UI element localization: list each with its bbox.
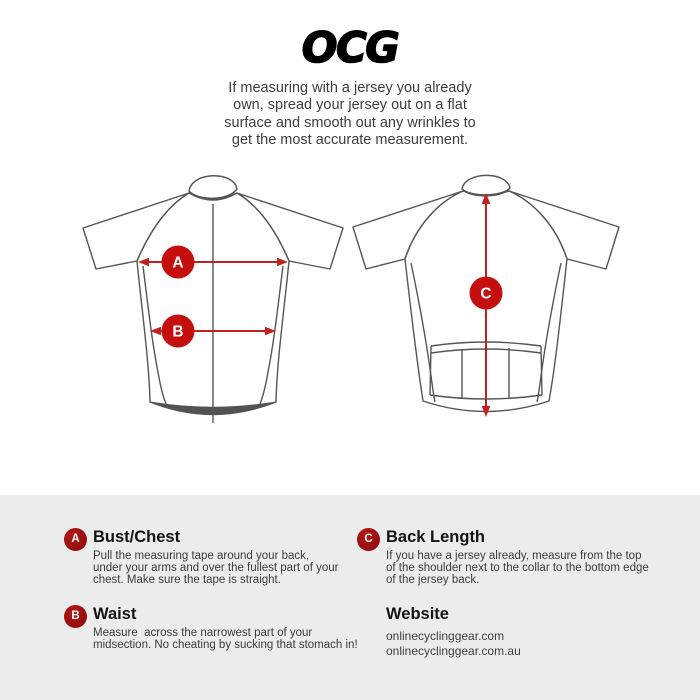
back-collar [462,175,510,195]
legend-item-bust-chest [64,527,354,586]
website-urls: onlinecyclinggear.com onlinecyclinggear.com.au [386,629,521,658]
legend-title-back-length: Back Length [386,528,486,546]
pocket-right-edge [541,346,542,395]
marker-b [162,315,195,348]
intro-text: If measuring with a jersey you already own, spread your jersey out on a flat surface and smooth out any wrinkles to get the most accurate measurement. [224,80,476,148]
legend-item-waist [64,604,358,652]
legend-badge-b [64,605,87,628]
legend-badge-a-letter: A [71,532,80,545]
legend-badge-a [64,528,87,551]
marker-c-letter: C [480,285,492,303]
legend-title-bust-chest: Bust/Chest [93,528,181,546]
marker-b-letter: B [172,323,184,341]
marker-a-letter: A [172,254,184,272]
legend-badge-b-letter: B [71,610,80,623]
front-jersey [83,176,343,423]
legend-title-waist: Waist [93,605,137,624]
ocg-logo-text: OCG [301,23,399,70]
legend-badge-c-letter: C [364,532,373,545]
legend-desc-back-length: If you have a jersey already, measure from the top of the shoulder next to the collar to the bottom edge of the jersey back. [386,550,649,586]
legend-badge-c [357,528,380,551]
front-collar [189,176,237,199]
pocket-left-edge [430,346,431,395]
legend-column-left [64,527,358,670]
legend-item-content [93,604,358,652]
legend-item-content [386,527,649,586]
legend-item-back-length [357,527,667,586]
website-title: Website [386,605,449,624]
website-block [357,604,667,657]
legend-desc-bust-chest: Pull the measuring tape around your back, under your arms and over the fullest part of your chest. Make sure the tape is straight. [93,550,339,586]
marker-a [162,246,195,279]
legend-desc-waist: Measure across the narrowest part of your midsection. No cheating by sucking that stomach in! [93,627,358,652]
marker-c [470,277,503,310]
legend-item-content [93,527,338,586]
legend-column-right [357,527,667,658]
